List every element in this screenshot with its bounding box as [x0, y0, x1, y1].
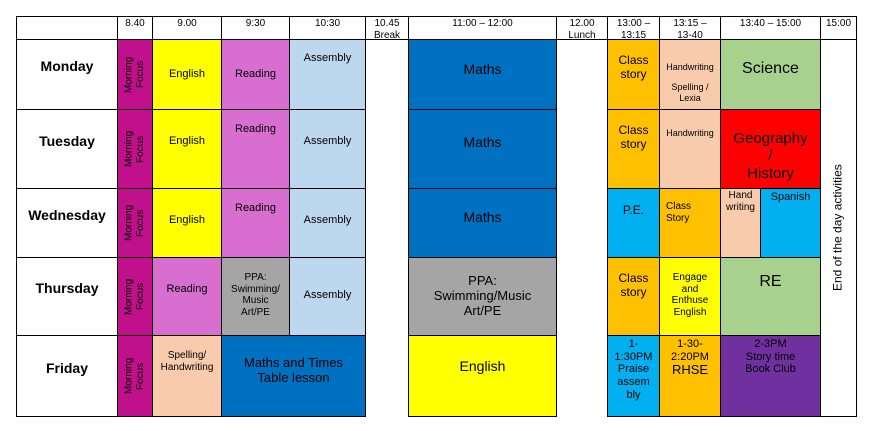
- morning-focus-cell: [117, 257, 153, 336]
- lesson-label: Assembly: [303, 213, 352, 226]
- header-time: [408, 16, 557, 40]
- monday-science: [720, 39, 821, 110]
- lesson-label: Handwriting: [666, 128, 714, 138]
- header-time: [659, 16, 721, 40]
- lesson-label: 1- 1:30PM Praise assem bly: [614, 338, 653, 401]
- monday-handwriting: [659, 39, 721, 110]
- lesson-label: Reading: [235, 68, 276, 81]
- wednesday-assembly: [289, 188, 366, 258]
- thursday-re: [720, 257, 821, 336]
- day-name: Tuesday: [39, 132, 95, 149]
- lesson-label: Spanish: [770, 191, 811, 203]
- header-time: [289, 16, 366, 40]
- header-time-label: 10:30: [314, 18, 341, 29]
- thursday-assembly: [289, 257, 366, 336]
- lesson-label: English: [168, 134, 206, 147]
- lesson-label: Class story: [618, 271, 649, 299]
- lesson-label: Assembly: [303, 52, 352, 64]
- tuesday-handwriting: [659, 109, 721, 189]
- tuesday-reading: [221, 109, 290, 189]
- tuesday-class-story: [607, 109, 660, 189]
- morning-focus-cell: [117, 109, 153, 189]
- day-name: Wednesday: [28, 206, 106, 223]
- header-time-label: 13:15 – 13-40: [673, 18, 707, 40]
- lesson-label: Engage and Enthuse English: [671, 272, 709, 318]
- morning-focus-cell: [117, 335, 153, 417]
- header-time-label: 13:00 – 13:15: [616, 18, 651, 40]
- lesson-label: Class Story: [666, 201, 692, 224]
- day-label: [16, 188, 118, 258]
- lesson-label: RHSE: [671, 362, 709, 378]
- header-time-label: 10.45 Break: [373, 18, 401, 40]
- lesson-label: Geography / History: [733, 130, 808, 182]
- friday-praise-assembly: [607, 335, 660, 417]
- lesson-label: PPA: Swimming/Music Art/PE: [433, 273, 532, 318]
- day-label: [16, 335, 118, 417]
- morning-focus-label: Morning Focus: [123, 278, 146, 315]
- day-name: Friday: [45, 359, 88, 376]
- friday-story-time: [720, 335, 821, 417]
- day-name: Monday: [40, 58, 94, 75]
- wednesday-class-story: [659, 188, 721, 258]
- thursday-ppa-main: [408, 257, 557, 336]
- morning-focus-label: Morning Focus: [123, 204, 146, 242]
- lesson-label: English: [168, 213, 206, 226]
- header-time-label: 9.00: [177, 18, 197, 29]
- header-time-label: 15:00: [825, 18, 852, 29]
- lesson-time: 1-30- 2:20PM: [671, 338, 709, 363]
- lesson-label: PPA: Swimming/ Music Art/PE: [231, 272, 280, 318]
- tuesday-english: [152, 109, 222, 189]
- lesson-label: Class story: [618, 123, 649, 151]
- morning-focus-cell: [117, 39, 153, 110]
- lesson-label: Maths and Times Table lesson: [244, 355, 343, 385]
- friday-english: [408, 335, 557, 417]
- header-time-label: 8.40: [125, 18, 145, 29]
- lesson-label: Science: [742, 60, 799, 77]
- thursday-engage: [659, 257, 721, 336]
- lesson-label: Reading: [235, 202, 276, 214]
- tuesday-assembly: [289, 109, 366, 189]
- lesson-label: Class story: [618, 53, 649, 81]
- monday-class-story: [607, 39, 660, 110]
- header-blank: [16, 16, 118, 40]
- lesson-label: 2-3PM Story time Book Club: [745, 338, 796, 376]
- thursday-reading: [152, 257, 222, 336]
- lesson-label: Assembly: [303, 289, 352, 302]
- header-time-label: 9:30: [245, 18, 266, 29]
- lesson-sub-label: Spelling / Lexia: [671, 82, 709, 103]
- day-name: Thursday: [35, 280, 99, 297]
- tuesday-geography-history: [720, 109, 821, 189]
- thursday-ppa: [221, 257, 290, 336]
- lesson-label: P.E.: [622, 203, 645, 217]
- monday-assembly: [289, 39, 366, 110]
- monday-maths: [408, 39, 557, 110]
- day-label: [16, 109, 118, 189]
- lesson-label: Spelling/ Handwriting: [160, 350, 214, 373]
- lesson-label: Maths: [463, 133, 502, 150]
- header-time: [365, 16, 409, 40]
- end-of-day-cell: [820, 39, 857, 417]
- lesson-label: Maths: [463, 208, 502, 225]
- friday-spelling: [152, 335, 222, 417]
- morning-focus-cell: [117, 188, 153, 258]
- day-label: [16, 257, 118, 336]
- lesson-label: Assembly: [303, 134, 352, 147]
- header-time: [221, 16, 290, 40]
- lesson-label: Reading: [166, 283, 208, 296]
- header-time-label: 13:40 – 15:00: [739, 18, 802, 29]
- lesson-label: English: [459, 357, 506, 374]
- timetable: [16, 16, 856, 416]
- friday-maths-times: [221, 335, 366, 417]
- wednesday-english: [152, 188, 222, 258]
- header-time-label: 11:00 – 12:00: [452, 18, 513, 29]
- wednesday-handwriting: [720, 188, 761, 258]
- wednesday-reading: [221, 188, 290, 258]
- lesson-label: Maths: [463, 61, 502, 78]
- wednesday-maths: [408, 188, 557, 258]
- thursday-class-story: [607, 257, 660, 336]
- end-of-day-label: End of the day activities: [830, 164, 845, 292]
- day-label: [16, 39, 118, 110]
- monday-reading: [221, 39, 290, 110]
- header-time-label: 12.00 Lunch: [568, 18, 596, 40]
- wednesday-pe: [607, 188, 660, 258]
- monday-english: [152, 39, 222, 110]
- lesson-label: RE: [759, 273, 782, 290]
- header-time: [820, 16, 857, 40]
- tuesday-maths: [408, 109, 557, 189]
- morning-focus-label: Morning Focus: [123, 130, 146, 168]
- header-time: [556, 16, 608, 40]
- header-time: [152, 16, 222, 40]
- morning-focus-label: Morning Focus: [123, 357, 146, 395]
- lesson-label: English: [168, 68, 206, 81]
- header-time: [720, 16, 821, 40]
- friday-rhse: [659, 335, 721, 417]
- header-time: [117, 16, 153, 40]
- header-time: [607, 16, 660, 40]
- lesson-label: Hand writing: [726, 190, 755, 213]
- morning-focus-label: Morning Focus: [123, 56, 146, 93]
- lesson-label: Handwriting: [666, 62, 714, 72]
- lesson-label: Reading: [235, 123, 276, 135]
- wednesday-spanish: [760, 188, 821, 258]
